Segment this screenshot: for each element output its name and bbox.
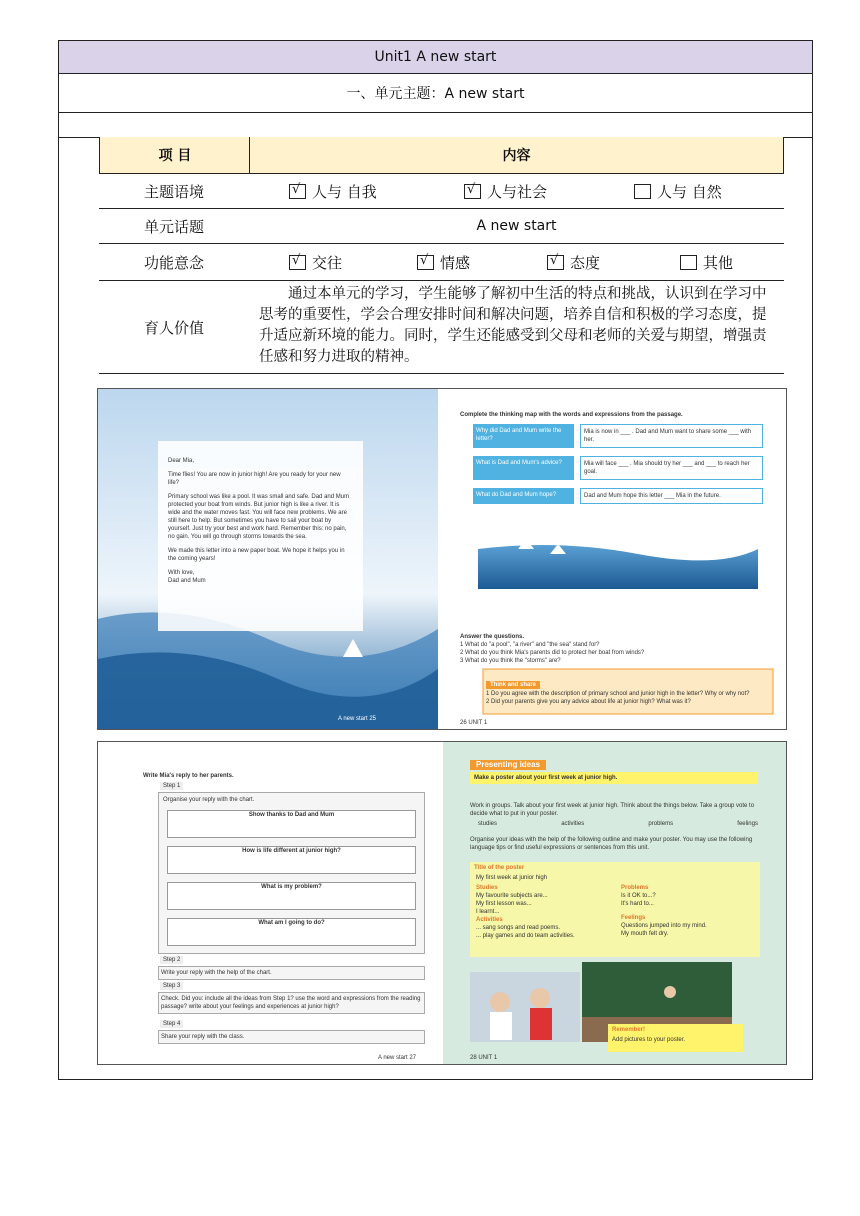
table-row-value [99,281,784,374]
checkbox-checked-icon[interactable] [289,255,306,270]
row-label-topic: 单元话题 [143,217,204,236]
col-header-item: 项 目 [158,147,192,164]
row-label-value: 育人价值 [143,318,204,337]
unit-title: Unit1 A new start [59,41,812,73]
col-header-content: 内容 [502,147,531,164]
lesson-plan-document [58,40,813,1080]
value-text: 通过本单元的学习，学生能够了解初中生活的特点和挑战，认识到在学习中思考的重要性，学会合理安排时间和解决问题，培养自信和积极的学习态度，提升适应新环境的能力。同时，学生还能感受到父母和老师的关爱与期望，增强责任感和努力进取的精神。 [259,286,767,365]
remember-note: Remember! Add pictures to your poster. [608,1024,743,1052]
option-communication[interactable]: √ 交往 [289,252,417,273]
option-other[interactable]: 其他 [680,252,733,273]
table-header-row [99,137,784,174]
reply-chart: Organise your reply with the chart. Show thanks to Dad and Mum How is life different at junior high? What is my problem? What am I going to do? [158,792,425,954]
topic-value: A new start [476,218,557,234]
textbook-spread-writing: Write Mia's reply to her parents. Step 1 Organise your reply with the chart. Show thanks to Dad and Mum How is life different at junior high? What is my problem? What am I going to do? Step 2 Write your reply with the help of the chart. Step 3 Check. Did you: include all the ideas from Step 1? use the word and expressions from the reading passage? write about your feelings and experiences at junior high? Step 4 Share your reply with the class. A new start 27 Presenting ideas Make a poster about your first week at junior high. Work in groups. Talk about your first week at junior high. Think about the things below. Take a group vote to decide what to put in your poster. studies activities problems feelings Organise your ideas with the help of the following outline and make your poster. You may use the following language tips or find useful expressions or sentences from this unit. Title of the poster My first week at junior high Studies My favourite subjects are... My first lesson was... I learnt... Activities ... sang songs and read poems. ... play games and do team activities. Problems Is it OK to...? It's hard to... Feelings Questions jumped into my mind. My mouth felt dry. Remember! Add pictures to your poster. 28 UNIT 1 [97,741,787,1065]
checkbox-empty-icon[interactable] [634,184,651,199]
answer-questions: Answer the questions. 1 What do "a pool", "a river" and "the sea" stand for? 2 What do you think Mia's parents did to protect her boat from winds? 3 What do you think the "storms" are? [460,634,645,664]
textbook-spread-reading: Dear Mia, Time flies! You are now in junior high! Are you ready for your new life? Primary school was like a pool. It was small and safe. Dad and Mum protected your boat from winds. But junior high is like a river. It is wide and the water moves fast. You will face new problems. We are still here to help. But sometimes you have to sail your boat by yourself. Just try your best and work hard. Remember this: no pain, no gain. You will go through storms towards the sea. We made this letter into a new paper boat. We hope it helps you in the coming years! With love, Dad and Mum A new start 25 Complete the thinking map with the words and expressions from the passage. Why did Dad and Mum write the letter? Mia is now in ___ . Dad and Mum want to share some ___ with her. What is Dad and Mum's advice? Mia will face ___ . Mia should try her ___ and ___ to reach her goal. What do Dad and Mum hope? Dad and Mum hope this letter ___ Mia in the future. Answer the questions. 1 What do "a pool", "a river" and "the sea" stand for? 2 What do you think Mia's parents did to protect her boat from winds? 3 What do you think the "storms" are? Think and share 1 Do you agree with the description of primary school and junior high in the letter? Why or why not? 2 Did your parents give you any advice about life at junior high? What was it? 26 UNIT 1 [97,388,787,730]
option-self[interactable]: √ 人与 自我 [289,181,464,202]
table-row-topic [99,209,784,244]
row-label-function: 功能意念 [143,253,204,272]
checkbox-checked-icon[interactable] [417,255,434,270]
context-options [289,174,784,208]
letter-card: Dear Mia, Time flies! You are now in junior high! Are you ready for your new life? Primary school was like a pool. It was small and safe. Dad and Mum protected your boat from winds. But junior high is like a river. It is wide and the water moves fast. You will face new problems. We are still here to help. But sometimes you have to sail your boat by yourself. Just try your best and work hard. Remember this: no pain, no gain. You will go through storms towards the sea. We made this letter into a new paper boat. We hope it helps you in the coming years! With love, Dad and Mum [158,441,363,631]
poster-topics: studies activities problems feelings [478,821,758,827]
thinking-map: Why did Dad and Mum write the letter? Mia is now in ___ . Dad and Mum want to share some ___ with her. What is Dad and Mum's advice? Mia will face ___ . Mia should try her ___ and ___ to reach her goal. What do Dad and Mum hope? Dad and Mum hope this letter ___ Mia in the future. [473,424,763,504]
blank-row [59,113,812,137]
table-row-function [99,244,784,281]
option-emotion[interactable]: √ 情感 [417,252,547,273]
unit-theme-heading: 一、单元主题：A new start [346,86,525,102]
option-society[interactable]: √ 人与社会 [464,181,634,202]
function-options [289,244,784,280]
checkbox-checked-icon[interactable] [547,255,564,270]
table-row-context [99,174,784,209]
checkbox-checked-icon[interactable] [464,184,481,199]
option-attitude[interactable]: √ 态度 [547,252,680,273]
poster-outline: Title of the poster My first week at junior high Studies My favourite subjects are... My first lesson was... I learnt... Activities ... sang songs and read poems. ... play games and do team activities. Problems Is it OK to...? It's hard to... Feelings Questions jumped into my mind. My mouth felt dry. [470,862,760,957]
row-label-context: 主题语境 [143,182,204,201]
think-and-share-box: Think and share 1 Do you agree with the description of primary school and junior high in the letter? Why or why not? 2 Did your parents give you any advice about life at junior high? What was it? [486,682,750,705]
checkbox-empty-icon[interactable] [680,255,697,270]
checkbox-checked-icon[interactable] [289,184,306,199]
option-nature[interactable]: 人与 自然 [634,181,722,202]
